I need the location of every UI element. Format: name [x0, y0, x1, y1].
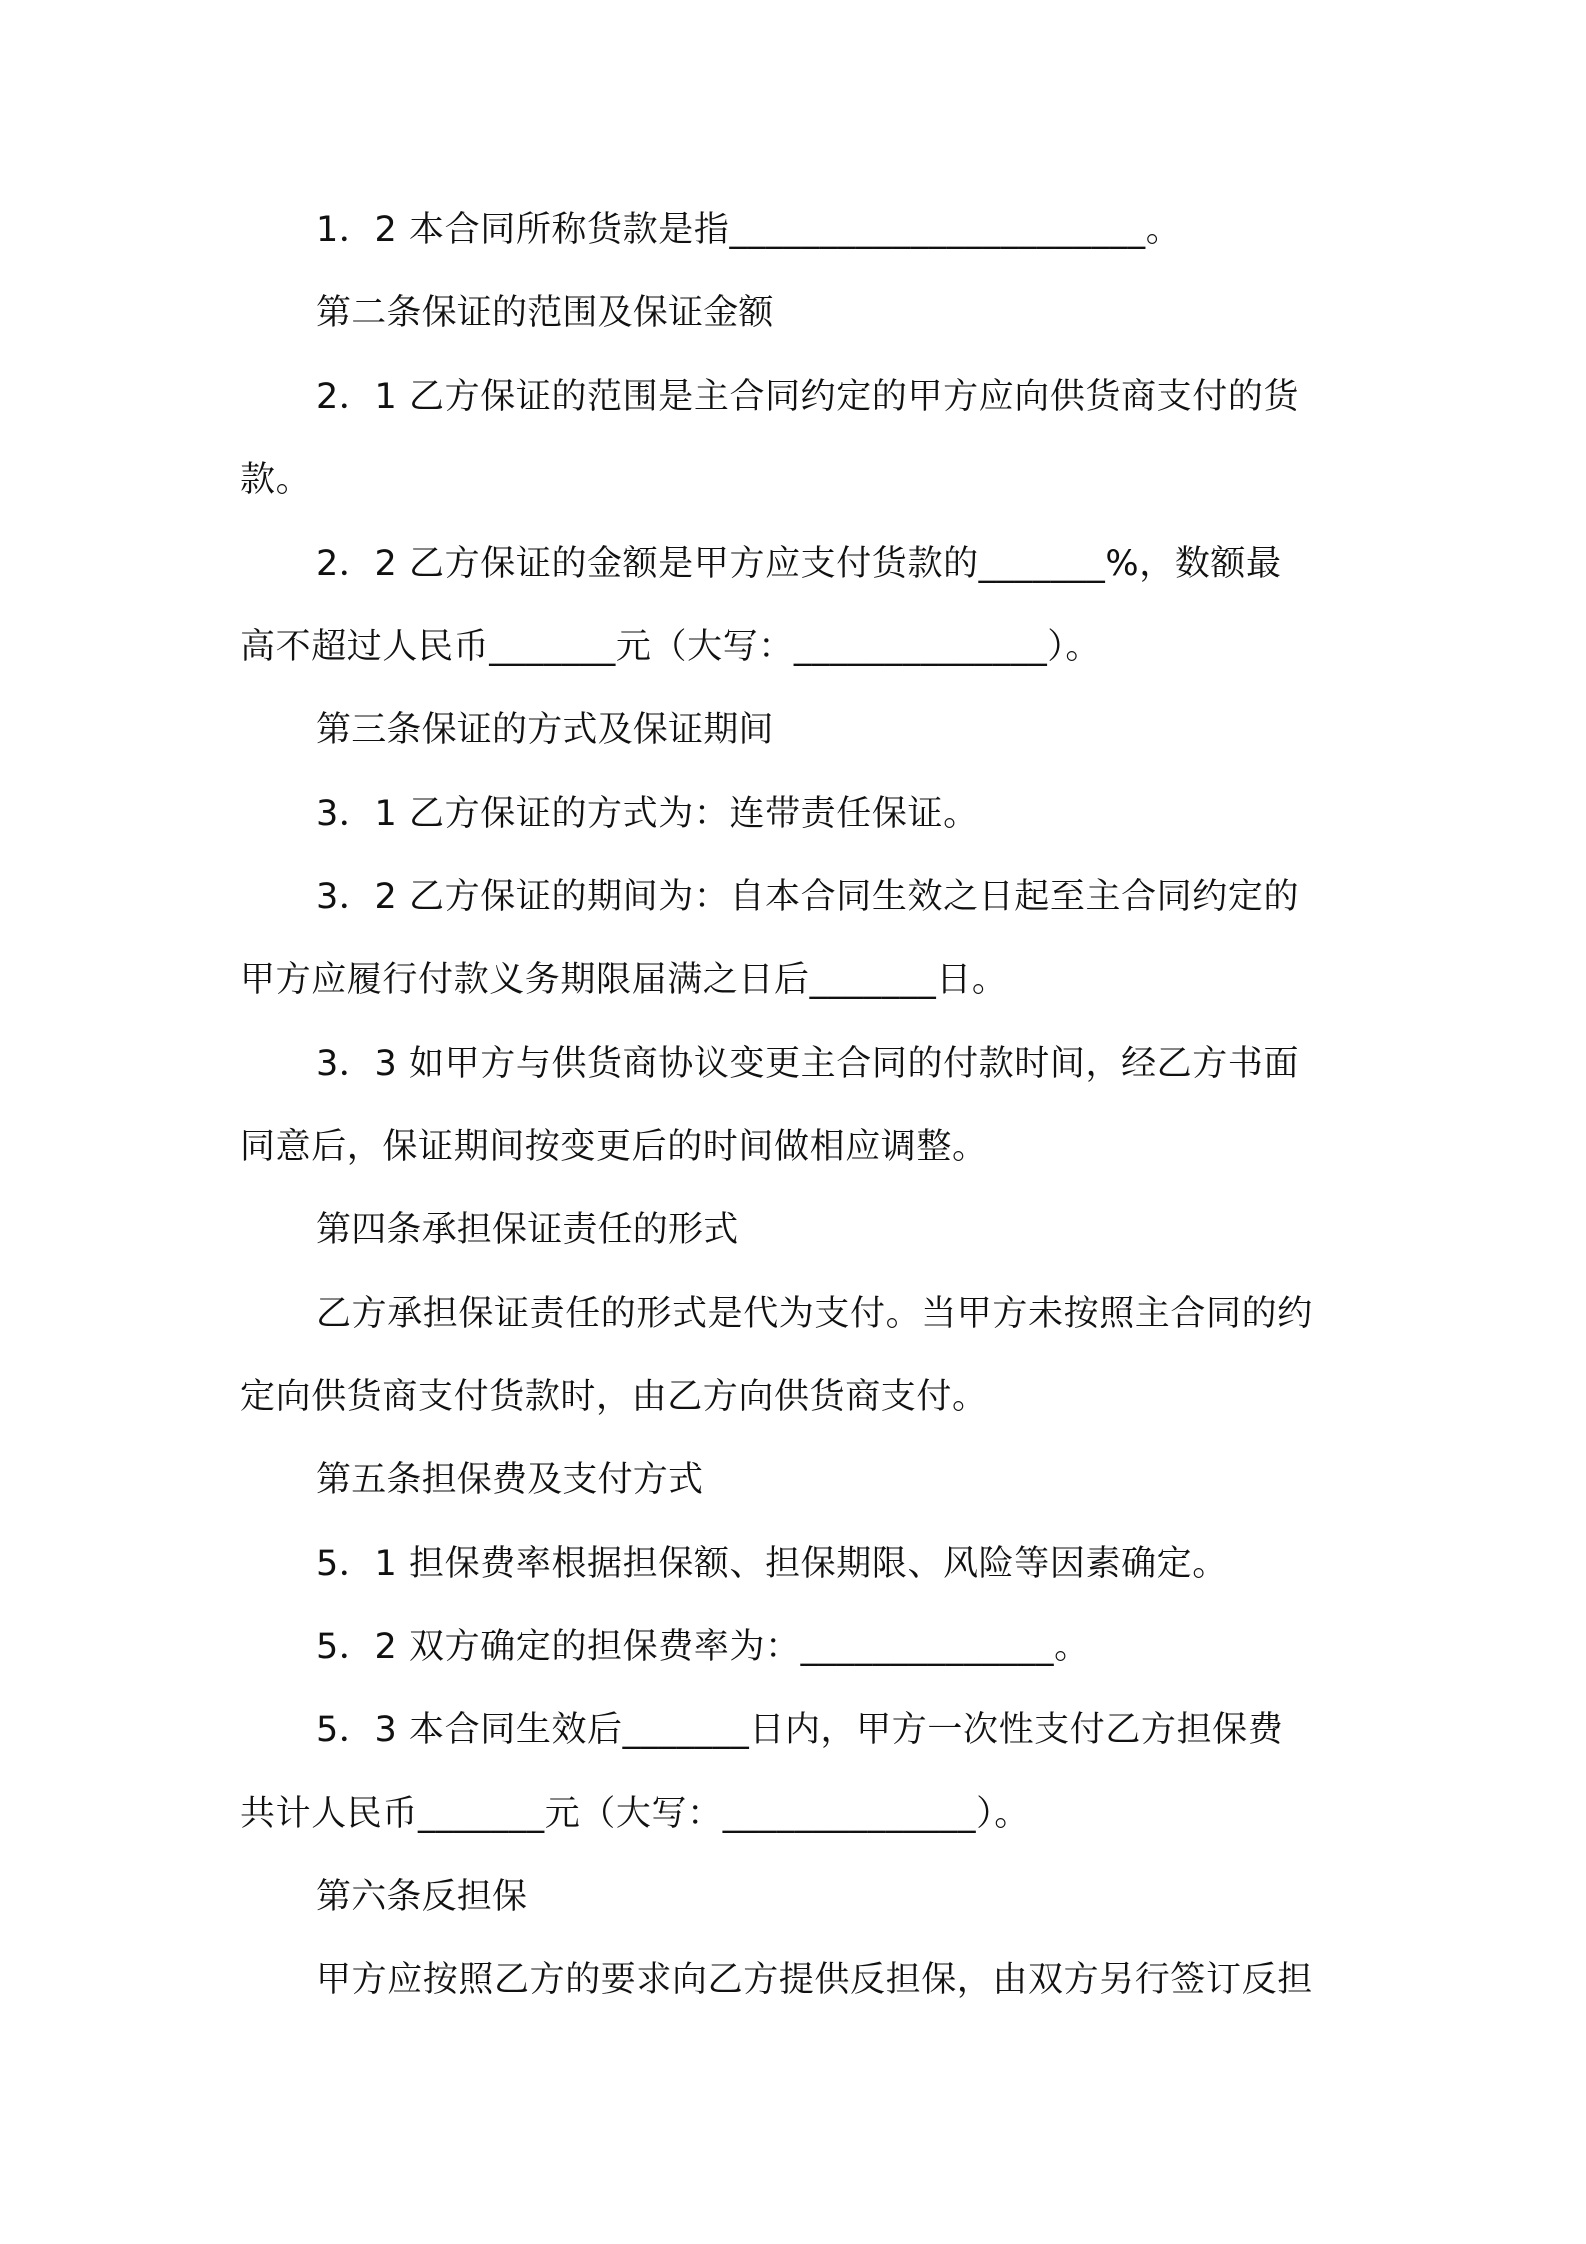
clause-2-2-line-1: 2．2 乙方保证的金额是甲方应支付货款的_______%，数额最: [316, 544, 1282, 584]
clause-3-1: 3．1 乙方保证的方式为：连带责任保证。: [316, 794, 979, 834]
clause-1-2: 1．2 本合同所称货款是指_______________________。: [316, 210, 1182, 250]
clause-3-2-line-1: 3．2 乙方保证的期间为：自本合同生效之日起至主合同约定的: [316, 877, 1300, 917]
clause-3-3-line-1: 3．3 如甲方与供货商协议变更主合同的付款时间，经乙方书面: [316, 1044, 1300, 1084]
clause-2-2-line-2: 高不超过人民币_______元（大写：______________）。: [240, 627, 1102, 667]
article-4-text-line-2: 定向供货商支付货款时，由乙方向供货商支付。: [240, 1377, 988, 1417]
article-4-heading: 第四条承担保证责任的形式: [316, 1210, 739, 1250]
clause-2-1-line-2: 款。: [240, 460, 312, 500]
clause-5-1: 5．1 担保费率根据担保额、担保期限、风险等因素确定。: [316, 1544, 1228, 1584]
article-6-heading: 第六条反担保: [316, 1877, 528, 1917]
article-6-text-line-1: 甲方应按照乙方的要求向乙方提供反担保，由双方另行签订反担: [316, 1960, 1313, 2000]
article-2-heading: 第二条保证的范围及保证金额: [316, 293, 774, 333]
clause-2-1-line-1: 2．1 乙方保证的范围是主合同约定的甲方应向供货商支付的货: [316, 377, 1300, 417]
article-5-heading: 第五条担保费及支付方式: [316, 1460, 704, 1500]
article-4-text-line-1: 乙方承担保证责任的形式是代为支付。当甲方未按照主合同的约: [316, 1294, 1313, 1334]
article-3-heading: 第三条保证的方式及保证期间: [316, 710, 774, 750]
clause-3-2-line-2: 甲方应履行付款义务期限届满之日后_______日。: [240, 960, 1008, 1000]
clause-5-2: 5．2 双方确定的担保费率为：______________。: [316, 1627, 1090, 1667]
clause-3-3-line-2: 同意后，保证期间按变更后的时间做相应调整。: [240, 1127, 988, 1167]
clause-5-3-line-2: 共计人民币_______元（大写：______________）。: [240, 1794, 1030, 1834]
clause-5-3-line-1: 5．3 本合同生效后_______日内，甲方一次性支付乙方担保费: [316, 1710, 1284, 1750]
